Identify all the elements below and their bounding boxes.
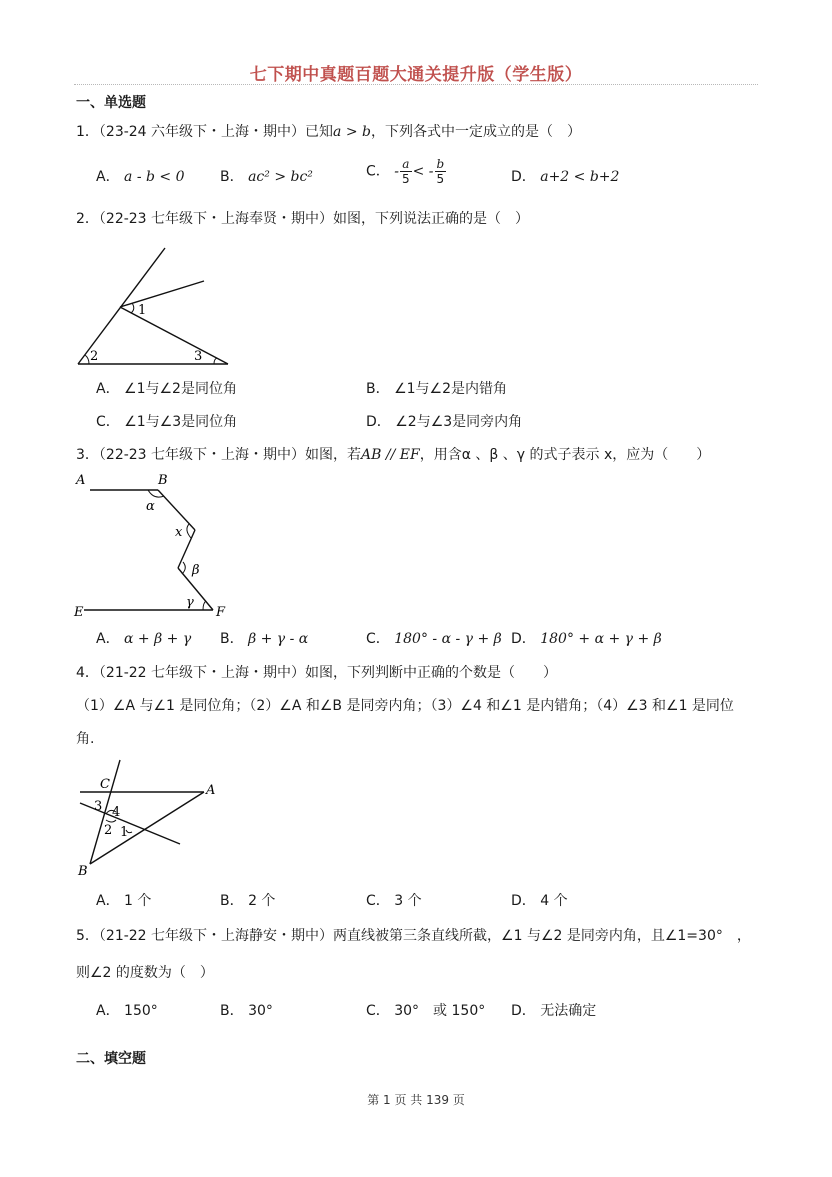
question-5-stem-cont: 则∠2 的度数为（ ） [76,965,214,981]
fig3-label-alpha: α [146,499,155,514]
question-4-stem: 4．（21-22 七年级下・上海・期中）如图，下列判断中正确的个数是（ ） [76,665,558,681]
title-divider [74,84,758,85]
question-3-stem: 3．（22-23 七年级下・上海・期中）如图，若AB // EF，用含α 、β 、γ 的式子表示 x，应为（ ） [76,447,711,463]
question-5-option-d: D． 无法确定 [511,1003,597,1019]
fig3-label-f: F [216,605,226,620]
question-2-figure [70,244,240,370]
fig3-label-beta: β [192,563,200,578]
fig3-label-a: A [76,473,86,488]
question-5-option-c: C． 30° 或 150° [366,1003,486,1019]
question-2-option-b: B． ∠1与∠2是内错角 [366,381,507,397]
question-4-statements-cont: 角. [76,731,95,747]
fig4-label-1: 1 [120,825,129,840]
question-4-figure [70,758,230,880]
fig4-label-3: 3 [94,799,103,814]
fig3-label-e: E [74,605,84,620]
fig4-label-4: 4 [112,805,121,820]
page-title: 七下期中真题百题大通关提升版（学生版） [249,65,583,85]
fig3-label-x: x [175,525,183,540]
page-number: 第 1 页 共 139 页 [367,1093,465,1107]
section-heading-fill-in: 二、填空题 [76,1051,146,1067]
question-4-option-b: B． 2 个 [220,893,276,909]
question-3-option-b: B． β + γ - α [220,631,309,647]
question-1-stem: 1．（23-24 六年级下・上海・期中）已知a > b，下列各式中一定成立的是（ ） [76,124,581,140]
question-2-option-c: C． ∠1与∠3是同位角 [96,414,238,430]
question-1-option-d: D． a+2 < b+2 [511,169,620,185]
question-1-option-b: B． ac² > bc² [220,169,313,185]
question-2-option-d: D． ∠2与∠3是同旁内角 [366,414,523,430]
question-4-option-a: A． 1 个 [96,893,152,909]
question-4-option-d: D． 4 个 [511,893,568,909]
question-5-option-b: B． 30° [220,1003,273,1019]
question-1-option-c: C． - $\frac{a}{5}$ < - $\frac{b}{5}$ [366,157,445,186]
question-2-stem: 2．（22-23 七年级下・上海奉贤・期中）如图，下列说法正确的是（ ） [76,211,530,227]
fig4-label-c: C [100,777,110,792]
section-heading-single-choice: 一、单选题 [76,95,146,111]
fig4-label-a: A [206,783,216,798]
fig4-label-b: B [78,864,88,879]
question-3-figure [70,470,240,622]
fig2-label-2: 2 [90,349,99,364]
fig3-label-b: B [158,473,168,488]
question-3-option-a: A． α + β + γ [96,631,192,647]
question-4-option-c: C． 3 个 [366,893,422,909]
question-5-stem: 5．（21-22 七年级下・上海静安・期中）两直线被第三条直线所截，∠1 与∠2 是同旁内角，且∠1=30° ， [76,928,751,944]
question-4-statements: （1）∠A 与∠1 是同位角；（2）∠A 和∠B 是同旁内角；（3）∠4 和∠1 是内错角；（4）∠3 和∠1 是同位 [76,698,734,714]
question-5-option-a: A． 150° [96,1003,158,1019]
question-3-option-d: D． 180° + α + γ + β [511,631,662,647]
fig3-label-gamma: γ [186,595,194,610]
fig2-label-3: 3 [194,349,203,364]
fig4-label-2: 2 [104,823,113,838]
question-1-option-a: A． a - b < 0 [96,169,185,185]
question-3-option-c: C． 180° - α - γ + β [366,631,502,647]
fig2-label-1: 1 [138,303,147,318]
question-2-option-a: A． ∠1与∠2是同位角 [96,381,237,397]
